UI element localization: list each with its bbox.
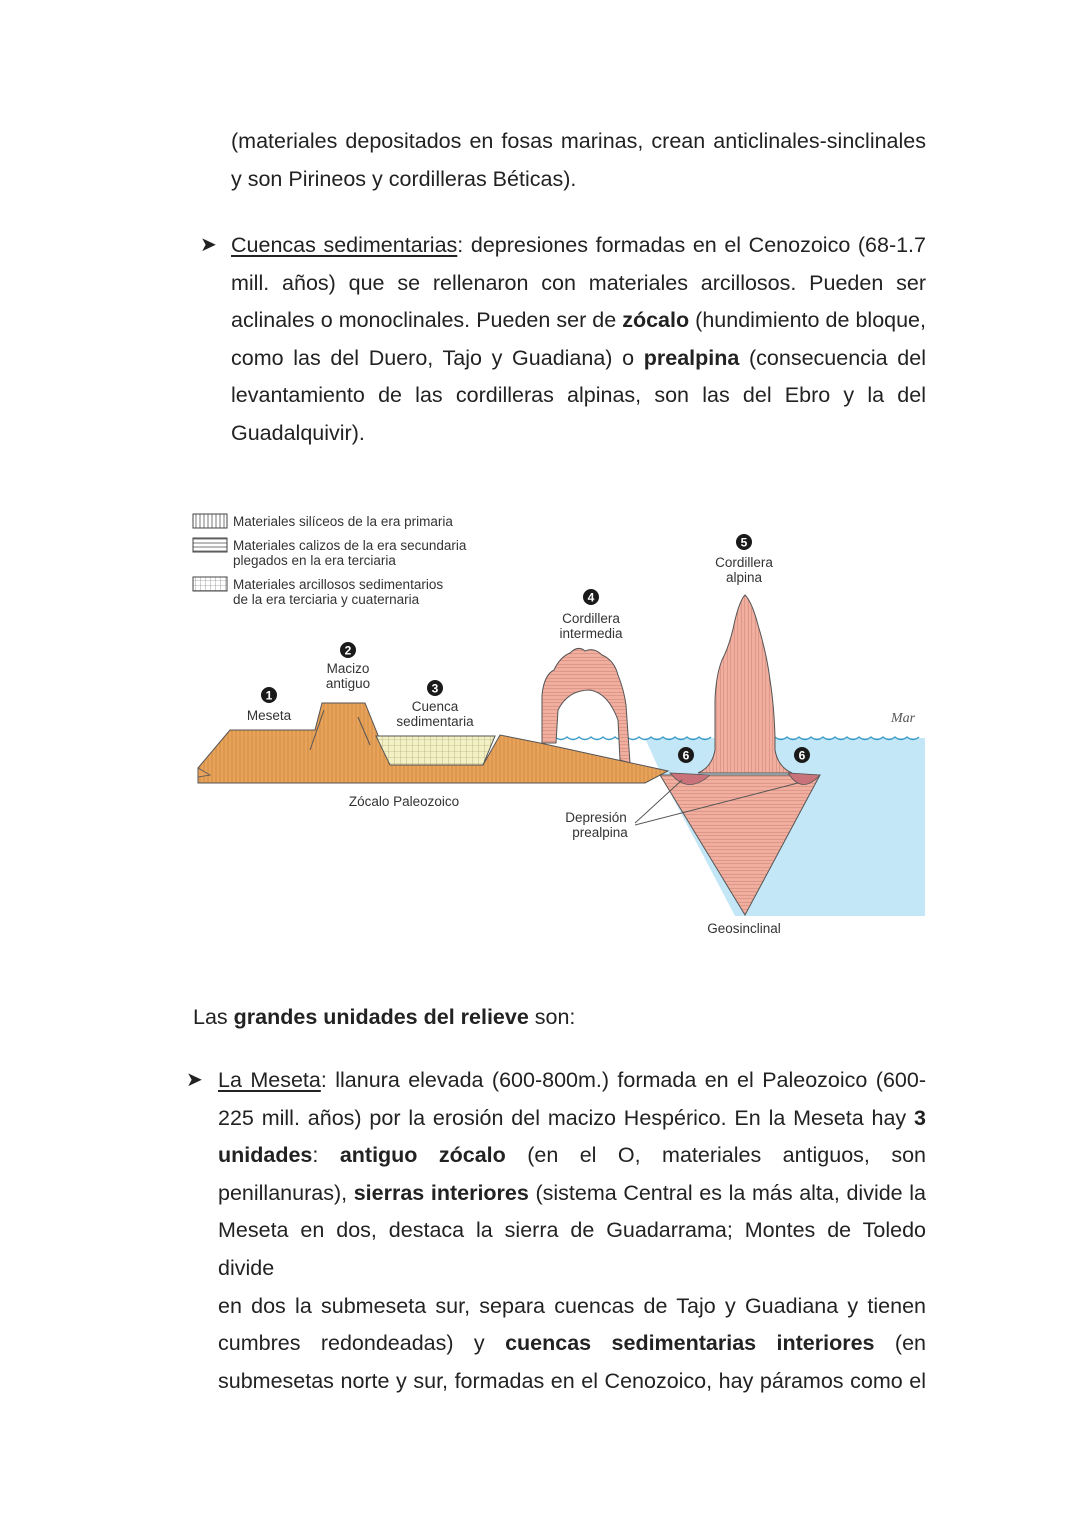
legend — [193, 514, 467, 607]
label-meseta: Meseta — [246, 708, 292, 723]
meseta-line-8: submesetas norte y sur, formadas en el Cenozoico, hay páramos como el — [218, 1368, 926, 1393]
label-intermedia-1: Cordillera — [562, 611, 620, 626]
meseta-line-7-c: (en — [874, 1331, 926, 1356]
term-cuencas-interiores: cuencas sedimentarias interiores — [505, 1331, 875, 1356]
intro-line-2: y son Pirineos y cordilleras Béticas). — [231, 166, 577, 191]
cuencas-line-4-a: como las del Duero, Tajo y Guadiana) o — [231, 345, 644, 370]
cuencas-line-1 — [231, 227, 926, 265]
arrow-bullet-icon: ➤ — [200, 234, 217, 256]
legend-swatch-siliceous — [193, 514, 227, 528]
unidades-line — [193, 999, 893, 1037]
meseta-paragraph — [218, 1062, 926, 1400]
intro-paragraph — [231, 123, 926, 198]
marker-2 — [340, 642, 356, 658]
meseta-line-2 — [218, 1100, 926, 1138]
label-depresion-1: Depresión — [565, 810, 627, 825]
unidades-bold: grandes unidades del relieve — [233, 1005, 529, 1029]
label-cuenca-2: sedimentaria — [396, 714, 474, 729]
marker-4-num: 4 — [587, 590, 595, 605]
marker-5-num: 5 — [740, 535, 748, 550]
relief-diagram — [190, 505, 930, 945]
term-unidades: unidades — [218, 1143, 313, 1168]
term-prealpina: prealpina — [643, 345, 740, 370]
cuencas-line-5: levantamiento de las cordilleras alpinas, son las del Ebro y la del — [231, 383, 926, 408]
cuencas-line-3-a: aclinales o monoclinales. Pueden ser de — [231, 308, 623, 333]
label-depresion-2: prealpina — [572, 825, 628, 840]
cuencas-title: Cuencas sedimentarias — [231, 233, 458, 257]
meseta-line-4-a: penillanuras), — [218, 1180, 354, 1205]
meseta-line-4-c: (sistema Central es la más alta, divide la — [528, 1180, 926, 1205]
marker-3 — [427, 680, 443, 696]
marker-3-num: 3 — [431, 681, 439, 696]
legend-label-3a: Materiales arcillosos sedimentarios — [233, 577, 444, 592]
cuencas-line-3 — [231, 302, 926, 340]
cuencas-line-4-c: (consecuencia del — [739, 345, 926, 370]
meseta-line-4 — [218, 1175, 926, 1213]
legend-label-3b: de la era terciaria y cuaternaria — [233, 592, 420, 607]
marker-6-left-num: 6 — [682, 748, 690, 763]
cuencas-line-1-text: : depresiones formadas en el Cenozoico (68-1.7 — [457, 233, 926, 257]
meseta-line-2-b: 3 — [914, 1105, 926, 1130]
label-intermedia-2: intermedia — [559, 626, 623, 641]
meseta-line-2-a: 225 mill. años) por la erosión del macizo Hespérico. En la Meseta hay — [218, 1105, 915, 1130]
label-geosinclinal: Geosinclinal — [707, 921, 781, 936]
unidades-post: son: — [528, 1005, 576, 1029]
cuencas-line-4 — [231, 340, 926, 378]
term-sierras-interiores: sierras interiores — [353, 1180, 529, 1205]
sedimentary-basin — [376, 736, 495, 765]
meseta-line-7 — [218, 1325, 926, 1363]
meseta-line-3-d: (en el O, materiales antiguos, son — [505, 1143, 927, 1168]
cuencas-paragraph — [231, 227, 926, 453]
marker-6-right — [794, 747, 810, 763]
marker-1-num: 1 — [265, 688, 273, 703]
term-zocalo: zócalo — [622, 308, 690, 333]
marker-1 — [261, 687, 277, 703]
meseta-title: La Meseta — [218, 1068, 321, 1092]
legend-label-2a: Materiales calizos de la era secundaria — [233, 538, 467, 553]
marker-2-num: 2 — [344, 643, 352, 658]
label-cuenca-1: Cuenca — [411, 699, 459, 714]
meseta-line-7-a: cumbres redondeadas) y — [218, 1331, 506, 1356]
meseta-line-5: Meseta en dos, destaca la sierra de Guadarrama; Montes de Toledo divide — [218, 1218, 926, 1280]
cuencas-line-6: Guadalquivir). — [231, 420, 365, 445]
meseta-line-1-text: : llanura elevada (600-800m.) formada en el Paleozoico (600- — [320, 1068, 926, 1092]
label-alpina-2: alpina — [725, 570, 763, 585]
legend-label-2b: plegados en la era terciaria — [233, 553, 396, 568]
label-alpina-1: Cordillera — [715, 555, 773, 570]
term-antiguo-zocalo: antiguo zócalo — [339, 1143, 506, 1168]
unidades-pre: Las — [193, 1005, 234, 1029]
cuencas-line-3-c: (hundimiento de bloque, — [689, 308, 926, 333]
cuencas-line-2: mill. años) que se rellenaron con materiales arcillosos. Pueden ser — [231, 270, 926, 295]
arrow-bullet-icon: ➤ — [186, 1069, 203, 1091]
legend-swatch-limestone — [193, 538, 227, 552]
marker-4 — [583, 589, 599, 605]
unidades-intro — [193, 999, 893, 1037]
intro-line-1: (materiales depositados en fosas marinas, crean anticlinales-sinclinales — [231, 129, 926, 153]
meseta-line-6: en dos la submeseta sur, separa cuencas de Tajo y Guadiana y tienen — [218, 1293, 926, 1318]
meseta-line-3-b: : — [312, 1143, 340, 1168]
label-macizo-1: Macizo — [326, 661, 370, 676]
legend-swatch-clay — [193, 577, 227, 591]
marker-5 — [736, 534, 752, 550]
marker-6-left — [678, 747, 694, 763]
label-mar: Mar — [891, 711, 916, 726]
meseta-line-1 — [218, 1062, 926, 1100]
label-macizo-2: antiguo — [325, 676, 371, 691]
meseta-line-3 — [218, 1137, 926, 1175]
label-zocalo: Zócalo Paleozoico — [348, 794, 460, 809]
marker-6-right-num: 6 — [798, 748, 806, 763]
legend-label-1: Materiales silíceos de la era primaria — [233, 514, 453, 529]
